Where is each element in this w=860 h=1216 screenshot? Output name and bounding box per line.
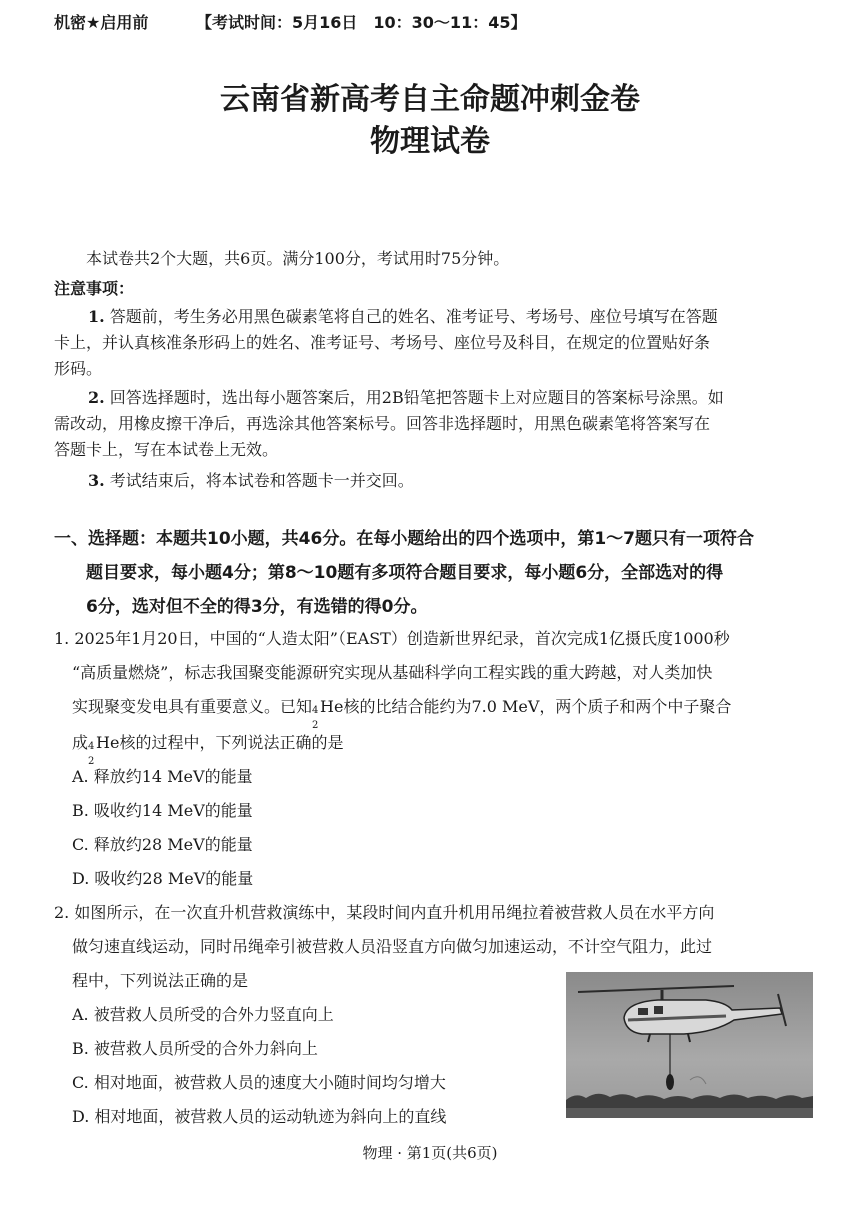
q1-option-c: C. 释放约28 MeV的能量 — [72, 835, 253, 854]
q2-option-a: A. 被营救人员所受的合外力竖直向上 — [72, 1005, 334, 1024]
q1-line-3 — [72, 694, 732, 731]
exam-title: 云南省新高考自主命题冲刺金卷 — [220, 82, 640, 117]
helium-mass-number: 4 — [312, 705, 319, 716]
note-2-line-2: 需改动，用橡皮擦干净后，再选涂其他答案标号。回答非选择题时，用黑色碳素笔将答案写在 — [54, 414, 711, 433]
intro-text: 本试卷共2个大题，共6页。满分100分，考试用时75分钟。 — [86, 249, 510, 268]
q1-line-4-text-a: 成 — [72, 733, 89, 752]
q1-line-2: “高质量燃烧”，标志我国聚变能源研究实现从基础科学向工程实践的重大跨越，对人类加快 — [72, 663, 713, 682]
q1-option-d: D. 吸收约28 MeV的能量 — [72, 869, 254, 888]
q1-line-4-text-b: He核的过程中，下列说法正确的是 — [96, 733, 344, 752]
q2-line-1: 2. 如图所示，在一次直升机营救演练中，某段时间内直升机用吊绳拉着被营救人员在水平方向 — [54, 903, 715, 922]
note-3-number: 3. — [88, 471, 105, 490]
confidential-label: 机密★启用前 — [54, 13, 149, 32]
helium-charge-number: 2 — [312, 720, 319, 731]
section-1-line-3: 6分，选对但不全的得3分，有选错的得0分。 — [86, 597, 428, 617]
exam-subtitle: 物理试卷 — [370, 124, 490, 159]
note-1-line-3: 形码。 — [54, 359, 103, 378]
q2-option-b: B. 被营救人员所受的合外力斜向上 — [72, 1039, 318, 1058]
q2-line-2: 做匀速直线运动，同时吊绳牵引被营救人员沿竖直方向做匀加速运动，不计空气阻力，此过 — [72, 937, 713, 956]
note-2-text: 回答选择题时，选出每小题答案后，用2B铅笔把答题卡上对应题目的答案标号涂黑。如 — [109, 388, 724, 407]
note-1-text: 答题前，考生务必用黑色碳素笔将自己的姓名、准考证号、考场号、座位号填写在答题 — [109, 307, 718, 326]
notes-heading: 注意事项： — [54, 279, 135, 298]
q1-option-a: A. 释放约14 MeV的能量 — [72, 767, 253, 786]
note-2-line-3: 答题卡上，写在本试卷上无效。 — [54, 440, 279, 459]
note-1-line-1 — [88, 304, 718, 327]
q2-line-3: 程中，下列说法正确的是 — [72, 971, 249, 990]
q1-option-b: B. 吸收约14 MeV的能量 — [72, 801, 253, 820]
section-1-line-1: 一、选择题：本题共10小题，共46分。在每小题给出的四个选项中，第1～7题只有一项符合 — [54, 529, 754, 549]
section-1-line-2: 题目要求，每小题4分；第8～10题有多项符合题目要求，每小题6分，全部选对的得 — [86, 563, 724, 583]
helicopter-photo — [566, 972, 813, 1118]
q1-line-4 — [72, 730, 344, 767]
note-2-number: 2. — [88, 388, 105, 407]
page-footer: 物理 · 第1页(共6页) — [362, 1144, 498, 1162]
note-1-line-2: 卡上，并认真核准条形码上的姓名、准考证号、考场号、座位号及科目，在规定的位置贴好条 — [54, 333, 711, 352]
helium-mass-number: 4 — [88, 741, 95, 752]
note-3-line-1 — [88, 468, 414, 491]
q2-option-c: C. 相对地面，被营救人员的速度大小随时间均匀增大 — [72, 1073, 446, 1092]
note-1-number: 1. — [88, 307, 105, 326]
exam-time: 【考试时间：5月16日 10：30～11：45】 — [196, 13, 527, 32]
q1-line-1: 1. 2025年1月20日，中国的“人造太阳”（EAST）创造新世界纪录，首次完成1亿摄氏度1000秒 — [54, 629, 730, 648]
note-2-line-1 — [88, 385, 724, 408]
helium-charge-number: 2 — [88, 756, 95, 767]
q2-option-d: D. 相对地面，被营救人员的运动轨迹为斜向上的直线 — [72, 1107, 447, 1126]
note-3-text: 考试结束后，将本试卷和答题卡一并交回。 — [109, 471, 414, 490]
q1-line-3-text-a: 实现聚变发电具有重要意义。已知 — [72, 697, 313, 716]
q1-line-3-text-b: He核的比结合能约为7.0 MeV，两个质子和两个中子聚合 — [320, 697, 732, 716]
